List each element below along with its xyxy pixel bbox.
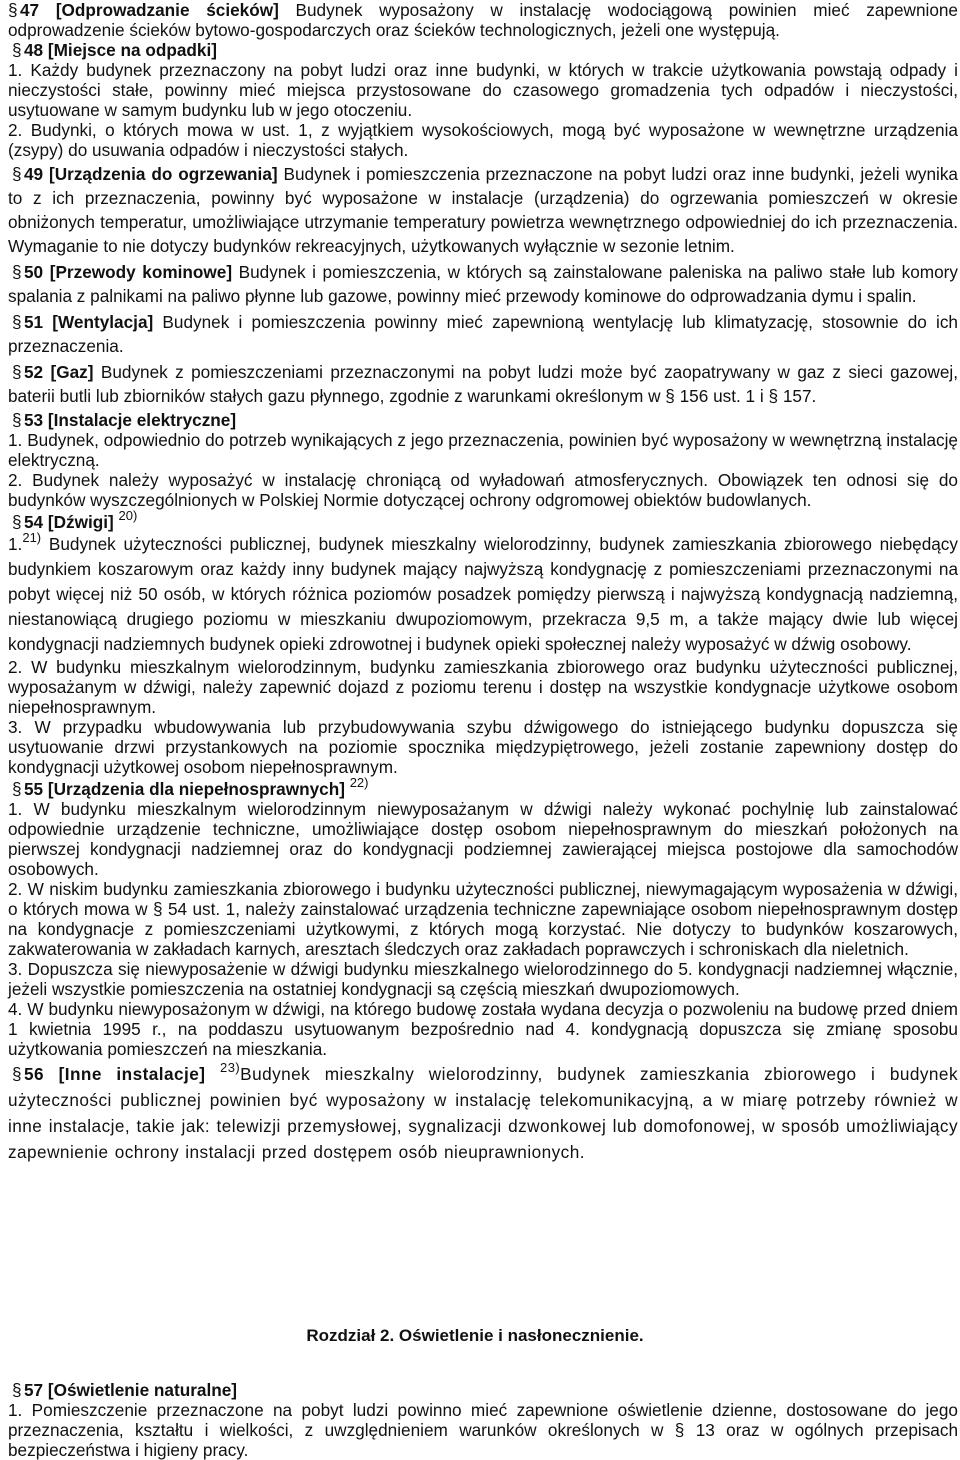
paragraph-sign: §: [12, 40, 22, 60]
paragraph-sign: §: [12, 410, 22, 430]
paragraph-sign: §: [12, 262, 22, 282]
section-54-heading: [8, 508, 958, 532]
section-51-title: 51 [Wentylacja]: [24, 312, 154, 332]
section-54-p1-number: 1.: [8, 534, 23, 554]
paragraph-sign: §: [665, 386, 675, 406]
section-54-p2: 2. W budynku mieszkalnym wielorodzinnym, budynku zamieszkania zbiorowego oraz budynku użyteczności publicznej, wyposażanym w dźwigi, należy zapewnić dojazd z poziomu terenu i dostęp na wszystkie kondygnacje użytkowe osobom niepełnosprawnym.: [8, 657, 958, 717]
section-48-p2: 2. Budynki, o których mowa w ust. 1, z wyjątkiem wysokościowych, mogą być wyposażone w wewnętrzne urządzenia (zsypy) do usuwania odpadów i nieczystości stałych.: [8, 120, 958, 160]
section-48-title: 48 [Miejsce na odpadki]: [24, 40, 217, 60]
footnote-marker: 22): [349, 775, 369, 790]
paragraph-sign: §: [674, 1420, 685, 1440]
section-52-text-a: Budynek z pomieszczeniami przeznaczonymi na pobyt ludzi może być zaopatrywany w gaz z sieci gazowej, baterii butli lub zbiorników stałych gazu płynnego, zgodnie z warunkami określonym w: [8, 362, 958, 406]
section-47-text: Budynek wyposażony w instalację wodociągową powinien mieć zapewnione odprowadzenie ścieków bytowo-gospodarczych oraz ścieków technologicznych, jeżeli one występują.: [8, 0, 958, 40]
section-57-p1: [8, 1400, 958, 1460]
paragraph-sign: §: [12, 1064, 23, 1084]
paragraph-sign: §: [768, 386, 779, 406]
section-50-title: 50 [Przewody kominowe]: [24, 262, 233, 282]
footnote-marker: 23): [220, 1060, 241, 1075]
paragraph-sign: §: [12, 312, 22, 332]
section-55-p2-text-a: 2. W niskim budynku zamieszkania zbiorowego i budynku użyteczności publicznej, niewymagającym wyposażenia w dźwigi, o których mowa w: [8, 879, 958, 919]
section-56: [8, 1061, 958, 1165]
section-57-title: 57 [Oświetlenie naturalne]: [24, 1380, 237, 1400]
section-51: [8, 310, 958, 358]
section-52-text-b: 156 ust. 1 i: [674, 386, 769, 406]
section-54-p3: 3. W przypadku wbudowywania lub przybudowywania szybu dźwigowego do istniejącego budynku dopuszcza się usytuowanie drzwi przystankowych na poziomie spocznika międzypiętrowego, jeżeli zostanie zapewniony dostęp do kondygnacji użytkowej osobom niepełnosprawnym.: [8, 717, 958, 777]
paragraph-sign: §: [12, 164, 22, 184]
section-55-p3: 3. Dopuszcza się niewyposażenie w dźwigi budynku mieszkalnego wielorodzinnego do 5. kondygnacji nadziemnej włącznie, jeżeli wszystkie pomieszczenia na ostatniej kondygnacji są częścią mieszkań dwupoziomowych.: [8, 959, 958, 999]
section-57-heading: [8, 1380, 958, 1400]
section-57-p1-text-b: 13 oraz w ogólnych przepisach bezpieczeństwa i higieny pracy.: [8, 1420, 958, 1460]
paragraph-sign: §: [12, 1380, 22, 1400]
section-55-p4: 4. W budynku niewyposażonym w dźwigi, na którego budowę została wydana decyzja o pozwoleniu na budowę przed dniem 1 kwietnia 1995 r., na poddaszu usytuowanym bezpośrednio nad 4. kondygnacją dopuszcza się zmianę sposobu użytkowania pomieszczeń na mieszkania.: [8, 999, 958, 1059]
paragraph-sign: §: [8, 0, 18, 20]
section-54-title: 54 [Dźwigi]: [24, 512, 114, 532]
section-48-heading: [8, 40, 958, 60]
section-57: [8, 1380, 958, 1460]
section-50-text: Budynek i pomieszczenia, w których są zainstalowane paleniska na paliwo stałe lub komory spalania z palnikami na paliwo płynne lub gazowe, powinny mieć przewody kominowe do odprowadzania dymu i spalin.: [8, 262, 958, 306]
paragraph-sign: §: [152, 899, 163, 919]
section-55-p2: [8, 879, 958, 959]
footnote-marker: 21): [22, 530, 42, 545]
section-55-heading: [8, 775, 958, 799]
section-54-p1: [8, 532, 958, 657]
section-50: [8, 260, 958, 308]
section-53-title: 53 [Instalacje elektryczne]: [24, 410, 237, 430]
section-48-p1: 1. Każdy budynek przeznaczony na pobyt ludzi oraz inne budynki, w których w trakcie użytkowania powstają odpady i nieczystości stałe, powinny mieć miejsca przystosowane do czasowego gromadzenia tych odpadów i nieczystości, usytuowane w samym budynku lub w jego otoczeniu.: [8, 60, 958, 120]
section-57-p1-text-a: 1. Pomieszczenie przeznaczone na pobyt ludzi powinno mieć zapewnione oświetlenie dzienne, dostosowane do jego przeznaczenia, kształtu i wielkości, z uwzględnieniem warunków określonych w: [8, 1400, 958, 1440]
section-55-p2-text-b: 54 ust. 1, należy zainstalować urządzenia techniczne zapewniające osobom niepełnosprawnym dostęp na kondygnacje z pomieszczeniami użytkowymi, z których mogą korzystać. Nie dotyczy to budynków koszarowych, zakwaterowania w zakładach karnych, aresztach śledczych oraz zakładach poprawczych i schroniskach dla nieletnich.: [8, 899, 958, 959]
section-52-title: 52 [Gaz]: [24, 362, 94, 382]
section-53-p2: 2. Budynek należy wyposażyć w instalację chroniącą od wyładowań atmosferycznych. Obowiązek ten odnosi się do budynków wyszczególnionych w Polskiej Normie dotyczącej ochrony odgromowej obiektów budowlanych.: [8, 470, 958, 510]
paragraph-sign: §: [12, 779, 22, 799]
section-49: [8, 162, 958, 258]
section-47: [8, 0, 958, 40]
section-51-text: Budynek i pomieszczenia powinny mieć zapewnioną wentylację lub klimatyzację, stosownie do ich przeznaczenia.: [8, 312, 958, 356]
section-53-heading: [8, 410, 958, 430]
paragraph-sign: §: [12, 362, 22, 382]
section-49-title: 49 [Urządzenia do ogrzewania]: [24, 164, 278, 184]
footnote-marker: 20): [118, 508, 138, 523]
section-47-title: 47 [Odprowadzanie ścieków]: [20, 0, 279, 20]
section-56-text: Budynek mieszkalny wielorodzinny, budynek zamieszkania zbiorowego i budynek użyteczności publicznej powinien być wyposażony w instalację telekomunikacyjną, a w miarę potrzeby również w inne instalacje, takie jak: telewizji przemysłowej, sygnalizacji dzwonkowej lub domofonowej, w sposób umożliwiający zapewnienie ochrony instalacji przed dostępem osób nieuprawnionych.: [8, 1064, 958, 1162]
section-55-title: 55 [Urządzenia dla niepełnosprawnych]: [24, 779, 345, 799]
section-55-p1: 1. W budynku mieszkalnym wielorodzinnym niewyposażanym w dźwigi należy wykonać pochylnię lub zainstalować odpowiednie urządzenie techniczne, umożliwiające dostęp osobom niepełnosprawnym do mieszkań położonych na pierwszej kondygnacji nadziemnej oraz do kondygnacji podziemnej zawierającej miejsca postojowe dla samochodów osobowych.: [8, 799, 958, 879]
paragraph-sign: §: [12, 512, 22, 532]
section-52-text-c: 157.: [778, 386, 817, 406]
section-53-p1: 1. Budynek, odpowiednio do potrzeb wynikających z jego przeznaczenia, powinien być wyposażony w wewnętrzną instalację elektryczną.: [8, 430, 958, 470]
chapter-heading: Rozdział 2. Oświetlenie i nasłonecznienie.: [306, 1326, 644, 1345]
document-page: [8, 0, 958, 1165]
section-54-p1-text: Budynek użyteczności publicznej, budynek mieszkalny wielorodzinny, budynek zamieszkania zbiorowego niebędący budynkiem koszarowym oraz każdy inny budynek mający najwyższą kondygnację z pomieszczeniami przeznaczonymi na pobyt więcej niż 50 osób, w których różnica poziomów posadzek pomiędzy pierwszą i najwyższą kondygnacją nadziemną, niestanowiącą drugiego poziomu w mieszkaniu dwupoziomowym, przekracza 9,5 m, a także mający dwie lub więcej kondygnacji nadziemnych budynek opieki zdrowotnej i budynek opieki społecznej należy wyposażyć w dźwig osobowy.: [8, 534, 958, 654]
section-52: [8, 360, 958, 408]
section-49-text: Budynek i pomieszczenia przeznaczone na pobyt ludzi oraz inne budynki, jeżeli wynika to z ich przeznaczenia, powinny być wyposażone w instalacje (urządzenia) do ogrzewania pomieszczeń w okresie obniżonych temperatur, umożliwiające utrzymanie temperatury powietrza wewnętrznego odpowiedniej do ich przeznaczenia. Wymaganie to nie dotyczy budynków rekreacyjnych, użytkowanych wyłącznie w sezonie letnim.: [8, 164, 958, 256]
section-56-title: 56 [Inne instalacje]: [24, 1064, 206, 1084]
